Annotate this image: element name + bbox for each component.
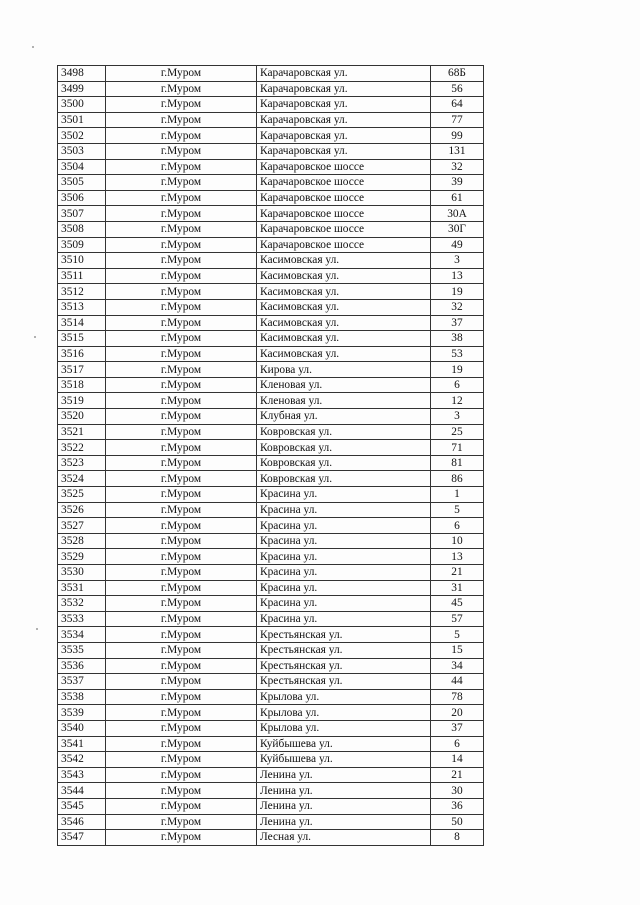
row-number: 3537	[58, 674, 106, 690]
city-cell: г.Муром	[106, 190, 257, 206]
table-row	[58, 424, 484, 440]
street-cell: Ковровская ул.	[257, 440, 431, 456]
row-number: 3536	[58, 658, 106, 674]
house-number-cell: 38	[431, 331, 484, 347]
house-number-cell: 57	[431, 611, 484, 627]
street-cell: Ковровская ул.	[257, 471, 431, 487]
city-cell: г.Муром	[106, 440, 257, 456]
table-row	[58, 81, 484, 97]
city-cell: г.Муром	[106, 66, 257, 82]
row-number: 3514	[58, 315, 106, 331]
street-cell: Красина ул.	[257, 565, 431, 581]
house-number-cell: 10	[431, 533, 484, 549]
house-number-cell: 5	[431, 627, 484, 643]
house-number-cell: 34	[431, 658, 484, 674]
row-number: 3503	[58, 143, 106, 159]
city-cell: г.Муром	[106, 736, 257, 752]
table-row	[58, 596, 484, 612]
house-number-cell: 31	[431, 580, 484, 596]
house-number-cell: 13	[431, 268, 484, 284]
row-number: 3526	[58, 502, 106, 518]
address-table-body	[58, 66, 484, 846]
city-cell: г.Муром	[106, 97, 257, 113]
city-cell: г.Муром	[106, 362, 257, 378]
table-row	[58, 268, 484, 284]
city-cell: г.Муром	[106, 518, 257, 534]
city-cell: г.Муром	[106, 253, 257, 269]
city-cell: г.Муром	[106, 237, 257, 253]
row-number: 3504	[58, 159, 106, 175]
street-cell: Красина ул.	[257, 502, 431, 518]
house-number-cell: 15	[431, 642, 484, 658]
city-cell: г.Муром	[106, 284, 257, 300]
table-row	[58, 565, 484, 581]
table-row	[58, 533, 484, 549]
city-cell: г.Муром	[106, 752, 257, 768]
row-number: 3512	[58, 284, 106, 300]
scan-speck	[36, 628, 38, 630]
table-row	[58, 767, 484, 783]
house-number-cell: 14	[431, 752, 484, 768]
street-cell: Карачаровское шоссе	[257, 190, 431, 206]
table-row	[58, 720, 484, 736]
table-row	[58, 331, 484, 347]
street-cell: Карачаровская ул.	[257, 128, 431, 144]
house-number-cell: 61	[431, 190, 484, 206]
table-row	[58, 440, 484, 456]
row-number: 3545	[58, 798, 106, 814]
street-cell: Карачаровская ул.	[257, 81, 431, 97]
street-cell: Крылова ул.	[257, 705, 431, 721]
street-cell: Ковровская ул.	[257, 455, 431, 471]
row-number: 3515	[58, 331, 106, 347]
table-row	[58, 346, 484, 362]
table-row	[58, 830, 484, 846]
table-row	[58, 814, 484, 830]
city-cell: г.Муром	[106, 642, 257, 658]
row-number: 3506	[58, 190, 106, 206]
house-number-cell: 13	[431, 549, 484, 565]
row-number: 3531	[58, 580, 106, 596]
city-cell: г.Муром	[106, 596, 257, 612]
house-number-cell: 53	[431, 346, 484, 362]
house-number-cell: 6	[431, 736, 484, 752]
city-cell: г.Муром	[106, 159, 257, 175]
table-row	[58, 128, 484, 144]
street-cell: Крылова ул.	[257, 720, 431, 736]
table-row	[58, 175, 484, 191]
street-cell: Ленина ул.	[257, 798, 431, 814]
row-number: 3509	[58, 237, 106, 253]
table-row	[58, 798, 484, 814]
row-number: 3533	[58, 611, 106, 627]
house-number-cell: 32	[431, 299, 484, 315]
city-cell: г.Муром	[106, 424, 257, 440]
scan-speck	[34, 336, 36, 338]
city-cell: г.Муром	[106, 502, 257, 518]
street-cell: Клубная ул.	[257, 409, 431, 425]
city-cell: г.Муром	[106, 128, 257, 144]
house-number-cell: 30	[431, 783, 484, 799]
table-row	[58, 487, 484, 503]
row-number: 3525	[58, 487, 106, 503]
city-cell: г.Муром	[106, 455, 257, 471]
row-number: 3519	[58, 393, 106, 409]
table-row	[58, 783, 484, 799]
house-number-cell: 8	[431, 830, 484, 846]
table-row	[58, 66, 484, 82]
table-row	[58, 471, 484, 487]
city-cell: г.Муром	[106, 331, 257, 347]
row-number: 3505	[58, 175, 106, 191]
table-row	[58, 237, 484, 253]
table-row	[58, 362, 484, 378]
row-number: 3538	[58, 689, 106, 705]
house-number-cell: 68Б	[431, 66, 484, 82]
row-number: 3517	[58, 362, 106, 378]
city-cell: г.Муром	[106, 627, 257, 643]
table-row	[58, 221, 484, 237]
row-number: 3518	[58, 377, 106, 393]
table-row	[58, 518, 484, 534]
city-cell: г.Муром	[106, 814, 257, 830]
table-row	[58, 611, 484, 627]
table-row	[58, 580, 484, 596]
street-cell: Кирова ул.	[257, 362, 431, 378]
table-row	[58, 377, 484, 393]
row-number: 3542	[58, 752, 106, 768]
city-cell: г.Муром	[106, 611, 257, 627]
street-cell: Красина ул.	[257, 487, 431, 503]
city-cell: г.Муром	[106, 268, 257, 284]
row-number: 3511	[58, 268, 106, 284]
house-number-cell: 30Г	[431, 221, 484, 237]
house-number-cell: 77	[431, 112, 484, 128]
street-cell: Крестьянская ул.	[257, 642, 431, 658]
row-number: 3513	[58, 299, 106, 315]
street-cell: Кленовая ул.	[257, 377, 431, 393]
house-number-cell: 21	[431, 565, 484, 581]
street-cell: Карачаровская ул.	[257, 97, 431, 113]
house-number-cell: 25	[431, 424, 484, 440]
row-number: 3530	[58, 565, 106, 581]
city-cell: г.Муром	[106, 487, 257, 503]
street-cell: Лесная ул.	[257, 830, 431, 846]
street-cell: Касимовская ул.	[257, 315, 431, 331]
city-cell: г.Муром	[106, 549, 257, 565]
street-cell: Кленовая ул.	[257, 393, 431, 409]
city-cell: г.Муром	[106, 471, 257, 487]
house-number-cell: 19	[431, 284, 484, 300]
street-cell: Красина ул.	[257, 580, 431, 596]
house-number-cell: 49	[431, 237, 484, 253]
city-cell: г.Муром	[106, 798, 257, 814]
house-number-cell: 131	[431, 143, 484, 159]
table-row	[58, 112, 484, 128]
house-number-cell: 30А	[431, 206, 484, 222]
house-number-cell: 3	[431, 409, 484, 425]
city-cell: г.Муром	[106, 783, 257, 799]
house-number-cell: 56	[431, 81, 484, 97]
row-number: 3527	[58, 518, 106, 534]
street-cell: Карачаровское шоссе	[257, 159, 431, 175]
address-table	[57, 65, 484, 846]
house-number-cell: 64	[431, 97, 484, 113]
row-number: 3539	[58, 705, 106, 721]
house-number-cell: 45	[431, 596, 484, 612]
house-number-cell: 37	[431, 720, 484, 736]
street-cell: Карачаровская ул.	[257, 66, 431, 82]
table-row	[58, 97, 484, 113]
house-number-cell: 81	[431, 455, 484, 471]
city-cell: г.Муром	[106, 175, 257, 191]
street-cell: Карачаровское шоссе	[257, 237, 431, 253]
city-cell: г.Муром	[106, 674, 257, 690]
row-number: 3508	[58, 221, 106, 237]
table-row	[58, 143, 484, 159]
row-number: 3546	[58, 814, 106, 830]
city-cell: г.Муром	[106, 767, 257, 783]
table-row	[58, 549, 484, 565]
table-row	[58, 752, 484, 768]
street-cell: Крестьянская ул.	[257, 658, 431, 674]
table-row	[58, 253, 484, 269]
street-cell: Карачаровское шоссе	[257, 206, 431, 222]
row-number: 3510	[58, 253, 106, 269]
row-number: 3532	[58, 596, 106, 612]
city-cell: г.Муром	[106, 315, 257, 331]
table-row	[58, 284, 484, 300]
table-row	[58, 393, 484, 409]
row-number: 3529	[58, 549, 106, 565]
house-number-cell: 21	[431, 767, 484, 783]
table-row	[58, 689, 484, 705]
table-row	[58, 736, 484, 752]
street-cell: Крестьянская ул.	[257, 627, 431, 643]
table-row	[58, 674, 484, 690]
table-row	[58, 627, 484, 643]
house-number-cell: 37	[431, 315, 484, 331]
house-number-cell: 39	[431, 175, 484, 191]
city-cell: г.Муром	[106, 409, 257, 425]
house-number-cell: 86	[431, 471, 484, 487]
table-row	[58, 409, 484, 425]
city-cell: г.Муром	[106, 221, 257, 237]
house-number-cell: 20	[431, 705, 484, 721]
city-cell: г.Муром	[106, 580, 257, 596]
city-cell: г.Муром	[106, 658, 257, 674]
street-cell: Касимовская ул.	[257, 253, 431, 269]
row-number: 3521	[58, 424, 106, 440]
table-row	[58, 642, 484, 658]
house-number-cell: 12	[431, 393, 484, 409]
house-number-cell: 6	[431, 518, 484, 534]
house-number-cell: 44	[431, 674, 484, 690]
table-row	[58, 502, 484, 518]
table-row	[58, 206, 484, 222]
city-cell: г.Муром	[106, 705, 257, 721]
row-number: 3520	[58, 409, 106, 425]
city-cell: г.Муром	[106, 393, 257, 409]
street-cell: Ленина ул.	[257, 814, 431, 830]
row-number: 3502	[58, 128, 106, 144]
row-number: 3516	[58, 346, 106, 362]
city-cell: г.Муром	[106, 565, 257, 581]
table-row	[58, 705, 484, 721]
street-cell: Красина ул.	[257, 549, 431, 565]
table-row	[58, 455, 484, 471]
row-number: 3501	[58, 112, 106, 128]
street-cell: Касимовская ул.	[257, 299, 431, 315]
row-number: 3500	[58, 97, 106, 113]
city-cell: г.Муром	[106, 206, 257, 222]
row-number: 3534	[58, 627, 106, 643]
house-number-cell: 5	[431, 502, 484, 518]
table-row	[58, 159, 484, 175]
city-cell: г.Муром	[106, 346, 257, 362]
street-cell: Красина ул.	[257, 518, 431, 534]
street-cell: Касимовская ул.	[257, 268, 431, 284]
table-row	[58, 190, 484, 206]
row-number: 3543	[58, 767, 106, 783]
street-cell: Крестьянская ул.	[257, 674, 431, 690]
street-cell: Карачаровская ул.	[257, 143, 431, 159]
city-cell: г.Муром	[106, 689, 257, 705]
house-number-cell: 99	[431, 128, 484, 144]
house-number-cell: 78	[431, 689, 484, 705]
street-cell: Ленина ул.	[257, 767, 431, 783]
row-number: 3507	[58, 206, 106, 222]
city-cell: г.Муром	[106, 112, 257, 128]
city-cell: г.Муром	[106, 377, 257, 393]
city-cell: г.Муром	[106, 533, 257, 549]
city-cell: г.Муром	[106, 143, 257, 159]
street-cell: Красина ул.	[257, 596, 431, 612]
table-row	[58, 315, 484, 331]
row-number: 3499	[58, 81, 106, 97]
street-cell: Касимовская ул.	[257, 331, 431, 347]
street-cell: Ковровская ул.	[257, 424, 431, 440]
house-number-cell: 32	[431, 159, 484, 175]
street-cell: Красина ул.	[257, 533, 431, 549]
row-number: 3541	[58, 736, 106, 752]
house-number-cell: 6	[431, 377, 484, 393]
house-number-cell: 1	[431, 487, 484, 503]
scan-speck	[32, 46, 34, 48]
row-number: 3540	[58, 720, 106, 736]
street-cell: Карачаровская ул.	[257, 112, 431, 128]
row-number: 3547	[58, 830, 106, 846]
street-cell: Касимовская ул.	[257, 346, 431, 362]
city-cell: г.Муром	[106, 720, 257, 736]
row-number: 3535	[58, 642, 106, 658]
city-cell: г.Муром	[106, 830, 257, 846]
street-cell: Красина ул.	[257, 611, 431, 627]
table-row	[58, 299, 484, 315]
street-cell: Карачаровское шоссе	[257, 221, 431, 237]
street-cell: Касимовская ул.	[257, 284, 431, 300]
street-cell: Крылова ул.	[257, 689, 431, 705]
city-cell: г.Муром	[106, 81, 257, 97]
table-row	[58, 658, 484, 674]
row-number: 3498	[58, 66, 106, 82]
row-number: 3544	[58, 783, 106, 799]
house-number-cell: 71	[431, 440, 484, 456]
house-number-cell: 50	[431, 814, 484, 830]
row-number: 3528	[58, 533, 106, 549]
row-number: 3523	[58, 455, 106, 471]
house-number-cell: 3	[431, 253, 484, 269]
city-cell: г.Муром	[106, 299, 257, 315]
street-cell: Куйбышева ул.	[257, 736, 431, 752]
house-number-cell: 19	[431, 362, 484, 378]
street-cell: Ленина ул.	[257, 783, 431, 799]
row-number: 3524	[58, 471, 106, 487]
house-number-cell: 36	[431, 798, 484, 814]
street-cell: Куйбышева ул.	[257, 752, 431, 768]
street-cell: Карачаровское шоссе	[257, 175, 431, 191]
row-number: 3522	[58, 440, 106, 456]
